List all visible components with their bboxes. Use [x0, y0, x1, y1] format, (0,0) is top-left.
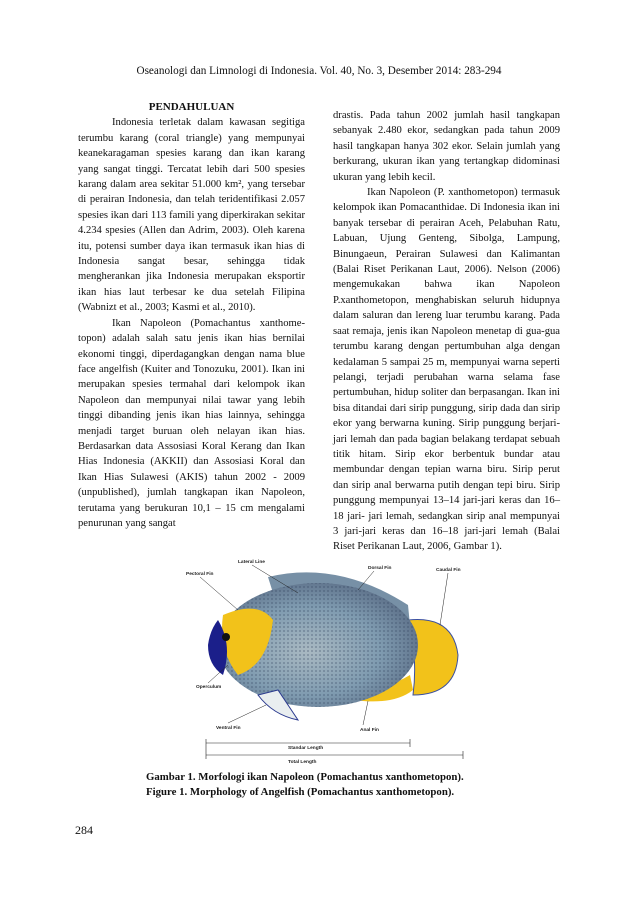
paragraph: drastis. Pada tahun 2002 jumlah hasil tangkapan sebanyak 2.480 ekor, sedangkan pada tahun 2009 hasil tangkapan hanya 302 ekor. Selain jumlah yang berkurang, ukuran ikan yang tertangkap didominasi ukuran yang lebih kecil. — [333, 110, 560, 183]
fish-morphology-figure — [178, 545, 478, 767]
right-column — [333, 108, 560, 555]
running-header: Oseanologi dan Limnologi di Indonesia. Vol. 40, No. 3, Desember 2014: 283-294 — [136, 65, 502, 77]
paragraph: Ikan Napoleon (P. xanthometopon) termasuk kelompok ikan Pomacanthidae. Di Indonesia ikan ini banyak tersebar di perairan Aceh, Pelabuhan Ratu, Labuan, Ujung Genteng, Sibolga, Lampung, Binungaeun, Perairan Sulawesi dan Kalimantan (Balai Riset Perikanan Laut, 2006). Nelson (2006) mengemukakan bahwa ikan Napoleon P.xanthometopon, menghabiskan seluruh hidupnya dalam saluran dan lereng luar terumbu karang. Pada saat remaja, jenis ikan Napoleon menetap di gua-gua terumbu karang dengan pertumbuhan alga dengan kedalaman 5 sampai 25 m, mempunyai warna seperti pelangi, terjadi perubahan warna selama fase pertumbuhan, hidup soliter dan berpasangan. Ikan ini bisa ditandai dari sirip punggung, sirip dada dan sirip ekor yang berwarna kuning. Sirip punggung berjari-jari lemah dan pada bagian belakang terdapat sebuah titik hitam. Sirip ekor berbentuk bundar atau membundar dengan tepian warna biru. Sirip perut dan sirip anal berwarna putih dengan tepi biru. Sirip punggung mempunyai 13–14 jari-jari keras dan 16–18 jari- jari lemah, sedangkan sirip anal mempunyai 3 jari-jari keras dan 16–18 jari-jari lemah (Balai Riset Perikanan Laut, 2006, Gambar 1). — [333, 187, 560, 553]
paragraph: Indonesia terletak dalam kawasan segitiga terumbu karang (coral triangle) yang mempunyai keanekaragaman spesies karang dan ikan karang yang sangat tinggi. Tercatat lebih dari 500 spesies karang dalam area sekitar 51.000 km², yang tersebar di perairan Indonesia, dan telah teridentifikasi 2.057 spesies ikan dari 113 famili yang diperkirakan sekitar 4.234 spesies (Allen dan Adrim, 2003). Oleh karena itu, potensi sumber daya ikan termasuk ikan hias di Indonesia sangat besar, sehingga tidak mengherankan jika Indonesia merupakan eksportir ikan hias laut terbesar ke dua setelah Filipina (Wabnizt et al., 2003; Kasmi et al., 2010). — [78, 117, 305, 314]
label-operculum: Operculum — [196, 685, 222, 690]
figure-caption-indonesian: Gambar 1. Morfologi ikan Napoleon (Pomachantus xanthometopon). — [146, 771, 464, 783]
label-lateral-line: Lateral Line — [238, 560, 265, 565]
figure-caption-english: Figure 1. Morphology of Angelfish (Pomachantus xanthometopon). — [146, 786, 455, 798]
fish-illustration — [178, 545, 478, 767]
label-ventral-fin: Ventral Fin — [216, 726, 241, 731]
label-total-length: Total Length — [288, 760, 317, 765]
label-dorsal-fin: Dorsal Fin — [368, 566, 392, 571]
label-caudal-fin: Caudal Fin — [436, 568, 461, 573]
label-anal-fin: Anal Fin — [360, 728, 379, 733]
left-column — [78, 100, 305, 531]
label-standar-length: Standar Length — [288, 746, 324, 751]
section-title: PENDAHULUAN — [148, 101, 235, 113]
page-number: 284 — [75, 823, 93, 837]
paragraph: Ikan Napoleon (Pomachantus xanthome-topon) adalah salah satu jenis ikan hias bernilai ekonomi tinggi, diperdagangkan dengan nama blue face angelfish (Kuiter and Tonozuku, 2001). Ikan ini merupakan spesies termahal dari kelompok ikan Napoleon dan mempunyai nilai tawar yang lebih tinggi dibanding jenis ikan hias lainnya, sehingga menjadi target buruan oleh nelayan ikan hias. Berdasarkan data Assosiasi Koral Kerang dan Ikan Hias Indonesia (AKKII) dan Assosiasi Koral dan Ikan Hias Sulawesi (AKIS) tahun 2002 - 2009 (unpublished), jumlah tangkapan ikan Napoleon, terutama yang berukuran 10,1 – 15 cm mengalami penurunan yang sangat — [78, 317, 305, 529]
label-pectoral-fin: Pectoral Fin — [186, 572, 214, 577]
